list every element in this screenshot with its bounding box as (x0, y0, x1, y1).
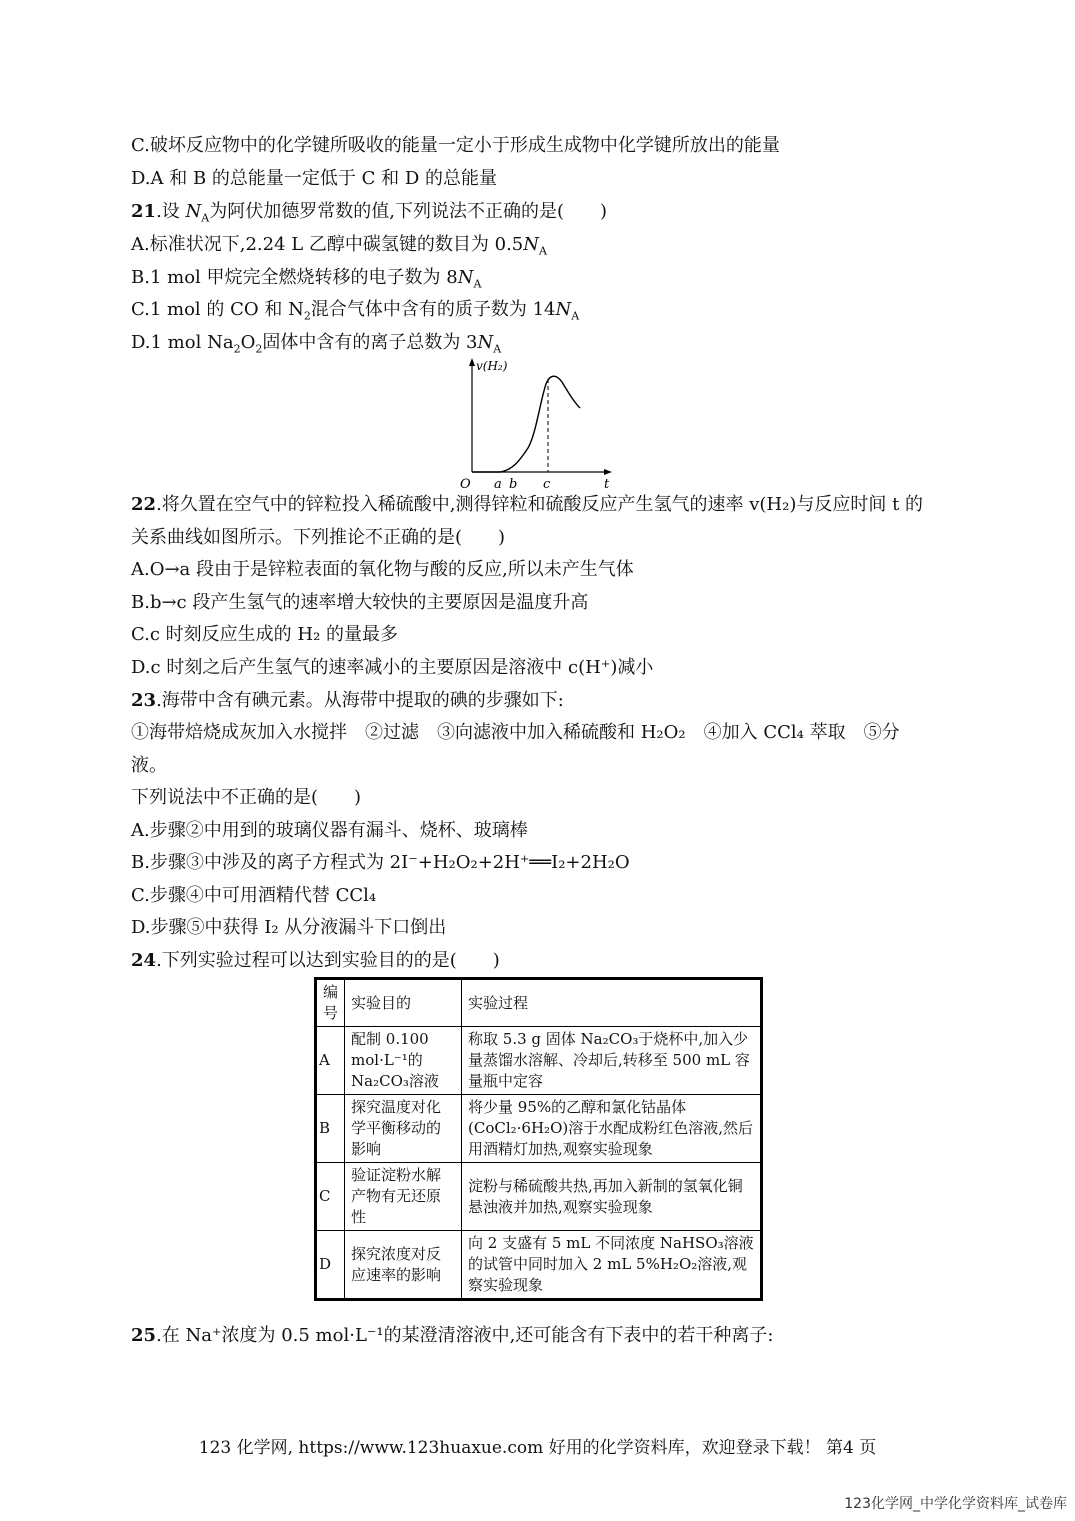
q22-option-d: D.c 时刻之后产生氢气的速率减小的主要原因是溶液中 c(H⁺)减小 (131, 657, 654, 678)
page-footer: 123 化学网, https://www.123huaxue.com 好用的化学资料库，欢迎登录下载！ 第4 页 (198, 1438, 877, 1458)
na-symbol: N (555, 299, 572, 320)
tick-a-label: a (494, 477, 502, 492)
header-cell-purpose: 实验目的 (345, 979, 462, 1027)
question-number: 23 (131, 690, 157, 711)
q24-stem (131, 949, 500, 973)
na-symbol: N (457, 267, 474, 288)
option-text: C.1 mol 的 CO 和 N (131, 299, 304, 320)
na-subscript: A (539, 244, 547, 258)
row-id: D (316, 1231, 345, 1300)
row-procedure: 称取 5.3 g 固体 Na₂CO₃于烧杯中,加入少量蒸馏水溶解、冷却后,转移至 500 mL 容量瓶中定容 (462, 1027, 762, 1095)
q23-question: 下列说法中不正确的是( ) (131, 787, 362, 808)
x-axis-label: t (604, 477, 610, 492)
option-text: A.标准状况下,2.24 L 乙醇中碳氢键的数目为 0.5 (131, 234, 524, 255)
experiment-table (314, 977, 763, 1301)
subscript: 2 (303, 309, 311, 323)
q21-stem (131, 200, 607, 231)
question-number: 25 (131, 1325, 157, 1346)
row-purpose: 配制 0.100 mol·L⁻¹的 Na₂CO₃溶液 (345, 1027, 462, 1095)
table-row (316, 1095, 762, 1163)
rate-time-graph (458, 352, 618, 492)
q21-option-b (131, 266, 481, 297)
option-text: D.1 mol Na (131, 332, 234, 353)
q23-stem-text: .海带中含有碘元素。从海带中提取的碘的步骤如下: (156, 690, 564, 711)
row-procedure: 向 2 支盛有 5 mL 不同浓度 NaHSO₃溶液的试管中同时加入 2 mL 5%H₂O₂溶液,观察实验现象 (462, 1231, 762, 1300)
na-subscript: A (473, 277, 482, 291)
q21-option-d (131, 331, 501, 362)
q22-option-a: A.O→a 段由于是锌粒表面的氧化物与酸的反应,所以未产生气体 (131, 559, 634, 580)
option-text-3: 固体中含有的离子总数为 3 (262, 332, 478, 353)
q24-stem-text: .下列实验过程可以达到实验目的的是( ) (156, 950, 500, 971)
q21-option-a (131, 233, 547, 264)
q25-stem-text: .在 Na⁺浓度为 0.5 mol·L⁻¹的某澄清溶液中,还可能含有下表中的若干种离子: (156, 1325, 774, 1346)
q23-steps-line2: 液。 (131, 755, 167, 776)
q23-steps-line1: ①海带焙烧成灰加入水搅拌 ②过滤 ③向滤液中加入稀硫酸和 H₂O₂ ④加入 CCl₄ 萃取 ⑤分 (131, 722, 900, 743)
q23-option-a: A.步骤②中用到的玻璃仪器有漏斗、烧杯、玻璃棒 (131, 820, 528, 841)
q22-option-c: C.c 时刻反应生成的 H₂ 的量最多 (131, 624, 399, 645)
na-subscript: A (571, 309, 580, 323)
table-header-row (316, 979, 762, 1027)
q20-option-c: C.破坏反应物中的化学键所吸收的能量一定小于形成生成物中化学键所放出的能量 (131, 135, 780, 156)
row-purpose: 探究温度对化学平衡移动的影响 (345, 1095, 462, 1163)
row-procedure: 淀粉与稀硫酸共热,再加入新制的氢氧化铜悬浊液并加热,观察实验现象 (462, 1163, 762, 1231)
header-cell-id: 编号 (316, 979, 345, 1027)
y-axis-label: v(H₂) (476, 359, 508, 373)
question-number: 22 (131, 494, 157, 515)
option-text: B.1 mol 甲烷完全燃烧转移的电子数为 8 (131, 267, 458, 288)
question-number: 24 (131, 950, 157, 971)
na-symbol: N (477, 332, 494, 353)
row-id: C (316, 1163, 345, 1231)
q22-stem-line2: 关系曲线如图所示。下列推论不正确的是( ) (131, 527, 506, 548)
x-axis-arrow (604, 469, 612, 475)
row-purpose: 探究浓度对反应速率的影响 (345, 1231, 462, 1300)
q23-option-c: C.步骤④中可用酒精代替 CCl₄ (131, 885, 377, 906)
table-row (316, 1163, 762, 1231)
subscript: 2 (233, 342, 241, 356)
y-axis-arrow (469, 358, 475, 366)
header-cell-procedure: 实验过程 (462, 979, 762, 1027)
q21-option-c (131, 298, 579, 329)
tick-b-label: b (509, 477, 518, 492)
table-row (316, 1027, 762, 1095)
tick-c-label: c (543, 477, 551, 492)
rate-curve (472, 376, 580, 472)
option-text-2: O (240, 332, 256, 353)
row-purpose: 验证淀粉水解产物有无还原性 (345, 1163, 462, 1231)
q22-option-b: B.b→c 段产生氢气的速率增大较快的主要原因是温度升高 (131, 592, 589, 613)
na-symbol: N (185, 201, 202, 222)
origin-label: O (460, 477, 471, 492)
q22-stem-text: .将久置在空气中的锌粒投入稀硫酸中,测得锌粒和硫酸反应产生氢气的速率 v(H₂)与反应时间 t 的 (156, 494, 924, 515)
q23-option-b: B.步骤③中涉及的离子方程式为 2I⁻+H₂O₂+2H⁺══I₂+2H₂O (131, 852, 630, 873)
na-symbol: N (523, 234, 540, 255)
question-number: 21 (131, 201, 157, 222)
row-id: A (316, 1027, 345, 1095)
q23-option-d: D.步骤⑤中获得 I₂ 从分液漏斗下口倒出 (131, 917, 447, 938)
q20-option-d: D.A 和 B 的总能量一定低于 C 和 D 的总能量 (131, 168, 497, 189)
q25-stem (131, 1324, 773, 1348)
q23-stem (131, 689, 564, 713)
q22-stem-line1 (131, 493, 923, 517)
na-subscript: A (493, 342, 502, 356)
option-text-2: 混合气体中含有的质子数为 14 (310, 299, 556, 320)
row-id: B (316, 1095, 345, 1163)
table-row (316, 1231, 762, 1300)
q21-stem-text: .设 (156, 201, 186, 222)
na-subscript: A (201, 211, 210, 225)
q21-stem-text-2: 为阿伏加德罗常数的值,下列说法不正确的是( ) (209, 201, 607, 222)
row-procedure: 将少量 95%的乙醇和氯化钴晶体(CoCl₂·6H₂O)溶于水配成粉红色溶液,然后用酒精灯加热,观察实验现象 (462, 1095, 762, 1163)
site-watermark: 123化学网_中学化学资料库_试卷库 (844, 1496, 1067, 1512)
subscript: 2 (255, 342, 263, 356)
